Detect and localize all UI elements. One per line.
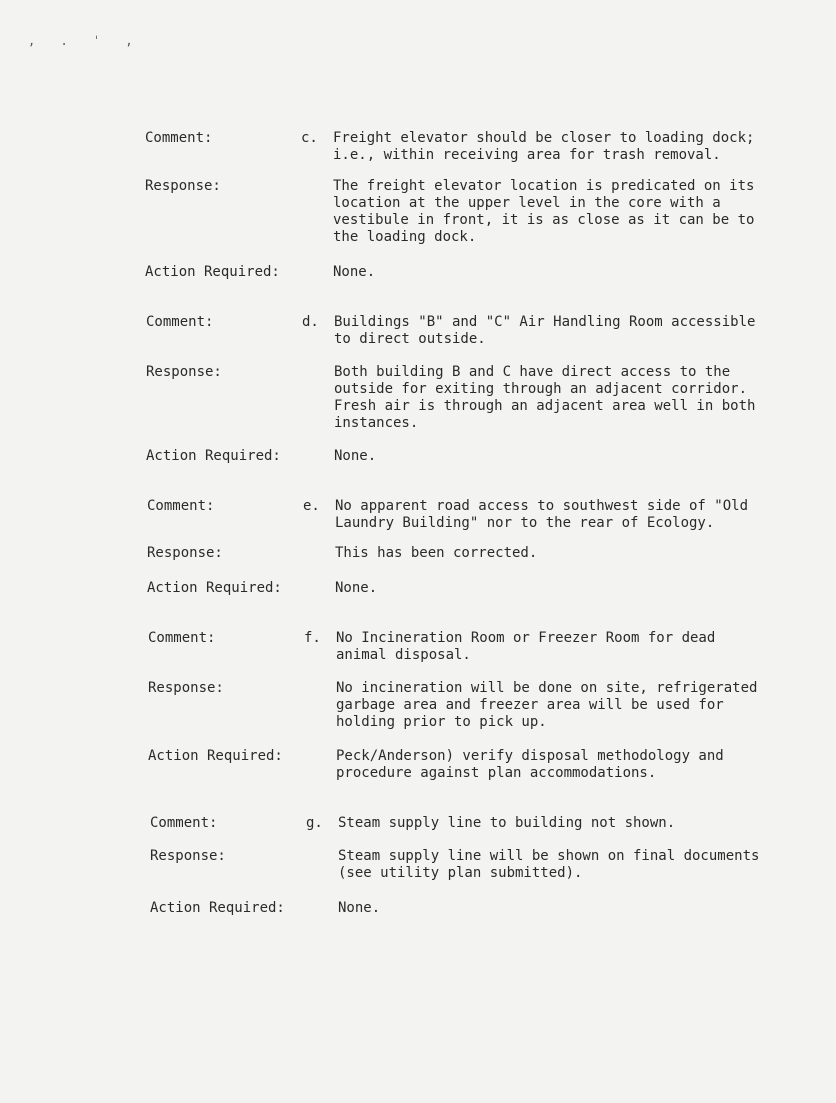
comment-label: Comment: [146, 314, 214, 330]
response-line: This has been corrected. [335, 545, 538, 561]
comment-text [335, 498, 775, 532]
comment-label: Comment: [148, 630, 216, 646]
response-line: vestibule in front, it is as close as it can be to [333, 212, 755, 228]
comment-text [336, 630, 776, 664]
comment-line: Steam supply line to building not shown. [338, 815, 676, 831]
response-text [334, 364, 774, 432]
response-line: Fresh air is through an adjacent area well in both [334, 398, 756, 414]
action-line: None. [335, 580, 378, 596]
action-label: Action Required: [150, 900, 285, 916]
action-text [336, 748, 776, 782]
comment-line: to direct outside. [334, 331, 486, 347]
comment-line: Buildings "B" and "C" Air Handling Room accessible [334, 314, 756, 330]
response-label: Response: [148, 680, 224, 696]
item-letter: f. [304, 630, 321, 646]
response-label: Response: [146, 364, 222, 380]
response-line: the loading dock. [333, 229, 477, 245]
response-line: garbage area and freezer area will be used for [336, 697, 724, 713]
comment-line: animal disposal. [336, 647, 471, 663]
item-letter: e. [303, 498, 320, 514]
comment-line: i.e., within receiving area for trash removal. [333, 147, 721, 163]
comment-text [333, 130, 773, 164]
action-text [335, 580, 775, 597]
response-line: (see utility plan submitted). [338, 865, 583, 881]
response-label: Response: [150, 848, 226, 864]
action-text [338, 900, 778, 917]
response-line: No incineration will be done on site, refrigerated [336, 680, 758, 696]
response-line: holding prior to pick up. [336, 714, 547, 730]
action-line: Peck/Anderson) verify disposal methodology and [336, 748, 724, 764]
response-line: Steam supply line will be shown on final documents [338, 848, 760, 864]
comment-line: Freight elevator should be closer to loading dock; [333, 130, 755, 146]
comment-label: Comment: [150, 815, 218, 831]
action-label: Action Required: [148, 748, 283, 764]
action-label: Action Required: [145, 264, 280, 280]
action-line: None. [334, 448, 377, 464]
comment-text [338, 815, 778, 832]
action-label: Action Required: [146, 448, 281, 464]
response-line: instances. [334, 415, 419, 431]
response-label: Response: [147, 545, 223, 561]
response-label: Response: [145, 178, 221, 194]
response-text [335, 545, 775, 562]
action-label: Action Required: [147, 580, 282, 596]
comment-label: Comment: [147, 498, 215, 514]
action-text [334, 448, 774, 465]
item-letter: c. [301, 130, 318, 146]
action-text [333, 264, 773, 281]
comment-line: Laundry Building" nor to the rear of Ecology. [335, 515, 715, 531]
item-letter: g. [306, 815, 323, 831]
comment-label: Comment: [145, 130, 213, 146]
response-text [333, 178, 773, 246]
scan-marks: , . ˈ , [28, 34, 142, 48]
response-line: outside for exiting through an adjacent corridor. [334, 381, 748, 397]
comment-line: No apparent road access to southwest side of "Old [335, 498, 749, 514]
response-text [338, 848, 778, 882]
action-line: None. [333, 264, 376, 280]
item-letter: d. [302, 314, 319, 330]
comment-line: No Incineration Room or Freezer Room for dead [336, 630, 716, 646]
response-text [336, 680, 776, 731]
response-line: The freight elevator location is predicated on its [333, 178, 755, 194]
response-line: location at the upper level in the core with a [333, 195, 721, 211]
action-line: procedure against plan accommodations. [336, 765, 657, 781]
action-line: None. [338, 900, 381, 916]
response-line: Both building B and C have direct access to the [334, 364, 731, 380]
comment-text [334, 314, 774, 348]
